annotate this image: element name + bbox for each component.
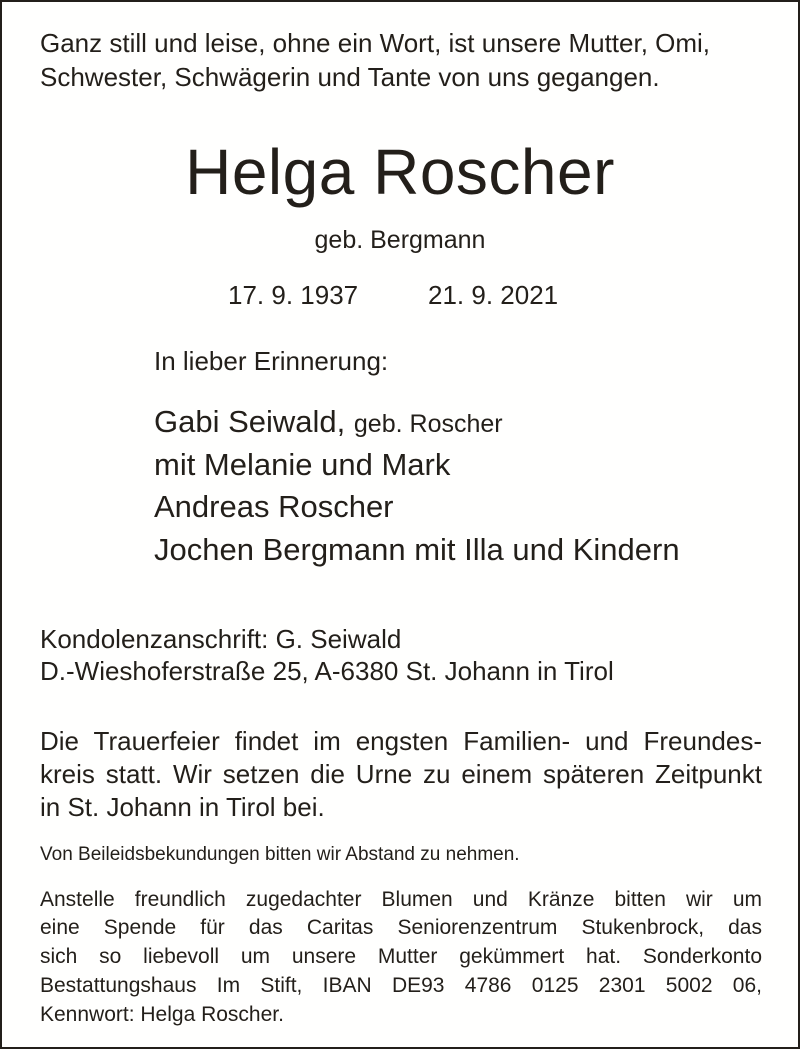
death-date: 21. 9. 2021 (428, 280, 559, 310)
intro-line: Schwester, Schwägerin und Tante von uns gegangen. (40, 62, 660, 92)
mourner-name: Jochen Bergmann mit Illa und Kindern (154, 532, 680, 567)
funeral-info-line: kreis statt. Wir setzen die Urne zu einem späteren Zeitpunkt (40, 759, 762, 789)
donation-info-line: Kennwort: Helga Roscher. (40, 1003, 284, 1026)
funeral-info-line: in St. Johann in Tirol bei. (40, 792, 325, 822)
condolence-request: Von Beileidsbekundungen bitten wir Abstand zu nehmen. (40, 844, 520, 865)
intro-line: Ganz still und leise, ohne ein Wort, ist unsere Mutter, Omi, (40, 28, 711, 58)
donation-info-line: Bestattungshaus Im Stift, IBAN DE93 4786 0125 2301 5002 06, (40, 974, 762, 997)
mourner-line (154, 449, 450, 480)
mourner-name: Gabi Seiwald, (154, 404, 346, 439)
remembrance-heading: In lieber Erinnerung: (154, 346, 389, 376)
mourner-note: geb. Roscher (353, 410, 503, 438)
condolence-address-line: D.-Wieshoferstraße 25, A-6380 St. Johann in Tirol (40, 656, 614, 686)
donation-info-line: Anstelle freundlich zugedachter Blumen und Kränze bitten wir um (40, 888, 762, 911)
deceased-name: Helga Roscher (185, 136, 615, 208)
mourner-line (154, 534, 680, 565)
condolence-address-line: Kondolenzanschrift: G. Seiwald (40, 624, 402, 654)
mourner-line (154, 491, 394, 522)
mourner-line (154, 406, 503, 437)
donation-info-line: eine Spende für das Caritas Seniorenzentrum Stukenbrock, das (40, 916, 762, 939)
birth-date: 17. 9. 1937 (228, 280, 359, 310)
mourner-name: mit Melanie und Mark (154, 447, 451, 482)
donation-info-line: sich so liebevoll um unsere Mutter gekümmert hat. Sonderkonto (40, 945, 762, 968)
deceased-maiden-name: geb. Bergmann (314, 226, 486, 254)
funeral-info-line: Die Trauerfeier findet im engsten Familien- und Freundes- (40, 726, 762, 756)
mourner-name: Andreas Roscher (154, 489, 394, 524)
